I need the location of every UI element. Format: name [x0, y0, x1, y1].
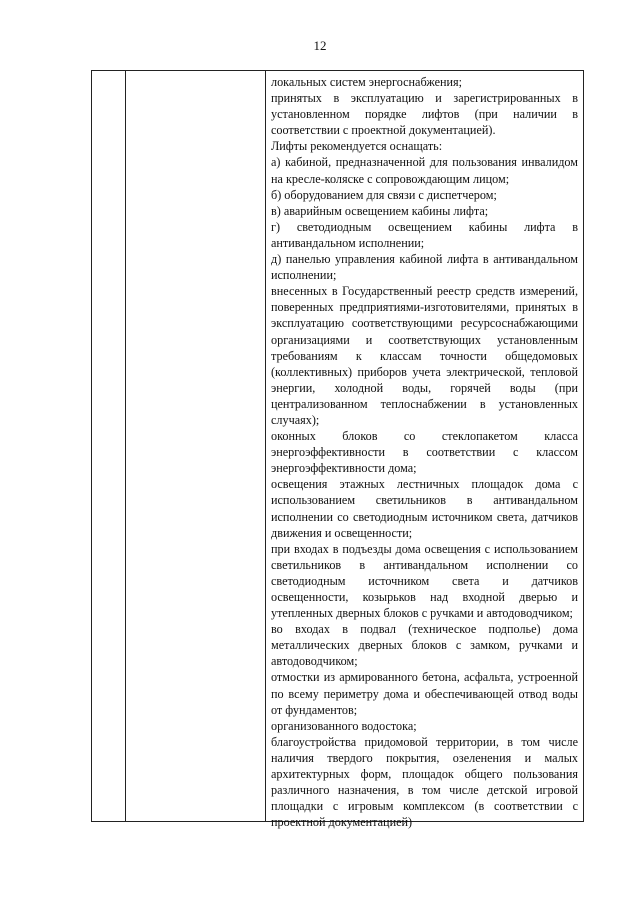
table-cell-content: [271, 74, 578, 830]
paragraph-stair-lighting: освещения этажных лестничных площадок дома с использованием светильников в антивандальном исполнении со светодиодным источником света, датчиков движения и освещенности;: [271, 477, 578, 540]
paragraph-window-blocks: оконных блоков со стеклопакетом класса энергоэффективности в соответствии с классом энергоэффективности дома;: [271, 429, 578, 476]
paragraph-item-g: г) светодиодным освещением кабины лифта в антивандальном исполнении;: [271, 219, 578, 250]
paragraph-item-d: д) панелью управления кабиной лифта в антивандальном исполнении;: [271, 252, 578, 283]
paragraph-elevators: принятых в эксплуатацию и зарегистрированных в установленном порядке лифтов (при наличии в соответствии с проектной документацией).: [271, 91, 578, 138]
paragraph-basement-doors: во входах в подвал (техническое подполье) дома металлических дверных блоков с замком, ручками и автодоводчиком;: [271, 622, 578, 669]
table-column-divider-2: [265, 71, 266, 821]
paragraph-elevators-equipment-heading: Лифты рекомендуется оснащать:: [271, 139, 443, 154]
paragraph-drainage: организованного водостока;: [271, 718, 417, 733]
paragraph-item-a: а) кабиной, предназначенной для пользования инвалидом на кресле-коляске с сопровождающим лицом;: [271, 155, 578, 186]
paragraph-entrance-lighting: при входах в подъезды дома освещения с использованием светильников в антивандальном исполнении со светодиодным источником света и датчиков освещенности, козырьков над входной дверью и утепленных дверных блоков с ручками и автодоводчиком;: [271, 541, 578, 621]
paragraph-blind-area: отмостки из армированного бетона, асфальта, устроенной по всему периметру дома и обеспечивающей отвод воды от фундаментов;: [271, 670, 578, 717]
page-number: 12: [313, 38, 327, 53]
paragraph-landscaping: благоустройства придомовой территории, в том числе наличия твердого покрытия, озеленения и малых архитектурных форм, площадок общего пользования различного назначения, в том числе детской игровой площадки с игровым комплексом (в соответствии с проектной документацией): [271, 734, 578, 830]
paragraph-metering-devices: внесенных в Государственный реестр средств измерений, поверенных предприятиями-изготовителями, принятых в эксплуатацию соответствующими ресурсоснабжающими организациями и соответствующих установленным требованиям к классам точности общедомовых (коллективных) приборов учета электрической, тепловой энергии, холодной воды, горячей воды (при централизованном теплоснабжении в установленных случаях);: [271, 284, 578, 427]
table-column-divider-1: [125, 71, 126, 821]
paragraph-item-b: б) оборудованием для связи с диспетчером;: [271, 187, 497, 202]
paragraph-item-v: в) аварийным освещением кабины лифта;: [271, 203, 489, 218]
document-table: [91, 70, 584, 830]
paragraph-local-energy-systems: локальных систем энергоснабжения;: [271, 75, 463, 89]
